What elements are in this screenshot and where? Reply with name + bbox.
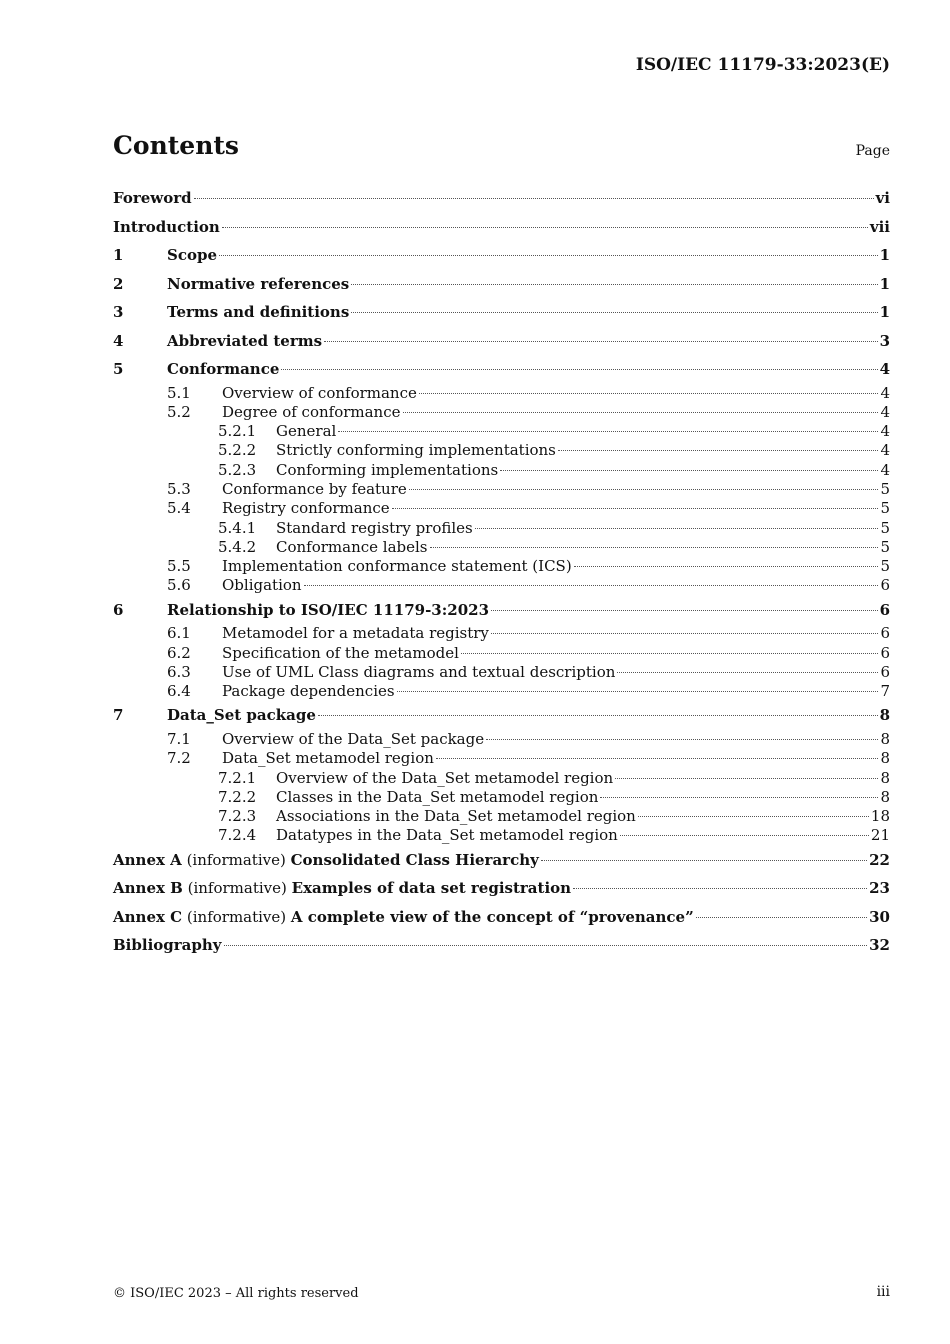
toc-entry-page: 6 <box>880 643 890 662</box>
toc-entry-page: 6 <box>880 662 890 681</box>
toc-entry[interactable] <box>113 461 890 480</box>
toc-entry-title: Conforming implementations <box>276 460 499 479</box>
toc-entry-title: Foreword <box>113 189 192 207</box>
toc-entry-page: 4 <box>880 402 890 421</box>
toc-entry-number: 6 <box>113 600 124 619</box>
dot-leader <box>558 450 879 451</box>
annex-title: Consolidated Class Hierarchy <box>290 850 539 869</box>
toc-entry-number: 5.1 <box>167 383 191 402</box>
toc-entry-title: Implementation conformance statement (ICS) <box>222 557 572 576</box>
toc-entry-number: 5.4.2 <box>218 537 257 556</box>
toc-entry-title: Overview of the Data_Set package <box>222 729 485 748</box>
toc-entry-title <box>113 874 571 903</box>
toc-entry[interactable] <box>113 184 890 213</box>
toc-entry-page: 5 <box>880 479 890 498</box>
dot-leader <box>351 284 877 285</box>
toc-entry-page: 1 <box>879 274 890 293</box>
toc-entry-title: Data_Set metamodel region <box>222 749 434 768</box>
toc-entry-title: Classes in the Data_Set metamodel region <box>276 787 599 806</box>
annex-label: Annex B <box>113 879 183 898</box>
toc-entry-page: 1 <box>879 246 890 264</box>
toc-entry[interactable] <box>113 730 890 749</box>
toc-entry-page: 8 <box>880 787 890 806</box>
toc-entry-title: Datatypes in the Data_Set metamodel region <box>276 826 618 845</box>
toc-entry-number: 7 <box>113 706 124 725</box>
dot-leader <box>600 797 878 798</box>
toc-entry-number: 6.1 <box>167 624 191 643</box>
toc-entry-number: 4 <box>113 331 124 350</box>
toc-entry-title: Metamodel for a metadata registry <box>222 624 489 643</box>
toc-entry-page: 8 <box>879 706 890 725</box>
toc-entry-page: 6 <box>880 624 890 643</box>
toc-entry-page: 4 <box>880 460 890 479</box>
toc-entry-title: Conformance by feature <box>222 479 407 498</box>
dot-leader <box>409 489 879 490</box>
toc-entry-number: 5.6 <box>167 576 191 595</box>
toc-entry[interactable] <box>113 644 890 663</box>
toc-entry-number: 2 <box>113 274 124 293</box>
toc-entry[interactable] <box>113 403 890 422</box>
toc-entry-title: Scope <box>167 246 218 264</box>
dot-leader <box>475 528 879 529</box>
toc-entry-page: 5 <box>880 537 890 556</box>
toc-entry-title: Terms and definitions <box>167 303 350 321</box>
toc-entry-title: Associations in the Data_Set metamodel region <box>276 807 636 826</box>
dot-leader <box>419 393 879 394</box>
toc-entry-number: 7.2 <box>167 749 191 768</box>
toc-entry[interactable] <box>113 576 890 595</box>
toc-entry-page: 30 <box>869 907 890 926</box>
toc-entry-title: Strictly conforming implementations <box>276 441 556 460</box>
annex-qualifier: (informative) <box>182 879 292 898</box>
toc-entry[interactable] <box>113 441 890 460</box>
toc-entry-number: 6.2 <box>167 643 191 662</box>
dot-leader <box>224 945 868 946</box>
toc-entry-number: 5.5 <box>167 557 191 576</box>
annex-label: Annex C <box>113 907 183 926</box>
toc-entry-number: 5.2.1 <box>218 422 257 441</box>
annex-title: Examples of data set registration <box>291 879 572 898</box>
toc-entry-number: 3 <box>113 303 124 321</box>
toc-entry[interactable] <box>113 846 890 875</box>
toc-entry[interactable] <box>113 826 890 845</box>
toc-entry[interactable] <box>113 384 890 403</box>
toc-entry-number: 7.2.4 <box>218 826 257 845</box>
toc-entry-number: 7.1 <box>167 729 191 748</box>
dot-leader <box>574 566 879 567</box>
dot-leader <box>324 341 877 342</box>
dot-leader <box>461 653 879 654</box>
toc-entry-number: 5.2 <box>167 402 191 421</box>
toc-entry-title: Introduction <box>113 217 220 236</box>
dot-leader <box>219 255 878 256</box>
toc-entry-title: Package dependencies <box>222 682 395 701</box>
dot-leader <box>486 739 878 740</box>
toc-entry[interactable] <box>113 663 890 682</box>
dot-leader <box>392 508 879 509</box>
annex-qualifier: (informative) <box>182 907 291 926</box>
toc-entry-page: 21 <box>870 826 890 845</box>
toc-entry-title: Use of UML Class diagrams and textual description <box>222 662 616 681</box>
dot-leader <box>615 778 878 779</box>
dot-leader <box>338 431 878 432</box>
page-column-label: Page <box>855 143 890 159</box>
toc-entry-number: 5.4.1 <box>218 518 257 537</box>
toc-entry-page: 8 <box>880 729 890 748</box>
toc-entry-page: 5 <box>880 557 890 576</box>
toc-entry-page: 18 <box>870 807 890 826</box>
copyright-notice: © ISO/IEC 2023 – All rights reserved <box>113 1286 359 1301</box>
toc-entry-number: 7.2.1 <box>218 768 257 787</box>
document-identifier: ISO/IEC 11179-33:2023(E) <box>635 55 890 75</box>
table-of-contents <box>113 184 890 960</box>
dot-leader <box>491 633 879 634</box>
toc-entry-page: 5 <box>880 518 890 537</box>
toc-entry-title: Normative references <box>167 274 350 293</box>
toc-entry-title: Registry conformance <box>222 499 390 518</box>
toc-entry-title: Degree of conformance <box>222 402 401 421</box>
toc-entry-page: 8 <box>880 749 890 768</box>
toc-entry-page: 4 <box>880 383 890 402</box>
toc-entry[interactable] <box>113 874 890 903</box>
toc-entry-number: 5.2.3 <box>218 460 257 479</box>
toc-entry[interactable] <box>113 298 890 327</box>
dot-leader <box>541 860 867 861</box>
toc-entry-title: Relationship to ISO/IEC 11179-3:2023 <box>167 600 490 619</box>
toc-entry[interactable] <box>113 701 890 730</box>
toc-entry[interactable] <box>113 788 890 807</box>
toc-entry-title: Conformance labels <box>276 537 428 556</box>
dot-leader <box>573 888 867 889</box>
toc-entry[interactable] <box>113 769 890 788</box>
dot-leader <box>696 917 867 918</box>
dot-leader <box>194 198 874 199</box>
toc-entry-title <box>113 846 539 875</box>
toc-entry-title: Overview of the Data_Set metamodel region <box>276 768 614 787</box>
toc-entry-title: Conformance <box>167 360 280 378</box>
toc-entry-title: Standard registry profiles <box>276 518 473 537</box>
toc-entry[interactable] <box>113 327 890 356</box>
dot-leader <box>620 835 869 836</box>
toc-entry-title <box>113 903 694 932</box>
toc-entry[interactable] <box>113 624 890 643</box>
contents-title: Contents <box>113 131 240 160</box>
toc-entry-page: 32 <box>869 936 890 955</box>
toc-entry-number: 5.4 <box>167 499 191 518</box>
toc-entry-page: 4 <box>880 422 890 441</box>
toc-entry-title: Overview of conformance <box>222 383 417 402</box>
toc-entry-title: Specification of the metamodel <box>222 643 459 662</box>
toc-entry-title: Bibliography <box>113 936 222 955</box>
toc-entry-page: 6 <box>879 600 890 619</box>
dot-leader <box>281 369 877 370</box>
toc-entry[interactable] <box>113 422 890 441</box>
toc-entry-page: 23 <box>869 879 890 898</box>
toc-entry[interactable] <box>113 807 890 826</box>
toc-entry-page: vi <box>875 189 890 207</box>
toc-entry-page: vii <box>869 217 890 236</box>
annex-qualifier: (informative) <box>181 850 291 869</box>
toc-entry-title: Data_Set package <box>167 706 316 725</box>
toc-entry-page: 4 <box>879 360 890 378</box>
toc-entry[interactable] <box>113 519 890 538</box>
toc-entry[interactable] <box>113 355 890 384</box>
toc-entry-page: 5 <box>880 499 890 518</box>
toc-entry-number: 6.4 <box>167 682 191 701</box>
toc-entry[interactable] <box>113 903 890 932</box>
annex-title: A complete view of the concept of “provenance” <box>290 907 694 926</box>
toc-entry[interactable] <box>113 682 890 701</box>
toc-entry[interactable] <box>113 499 890 518</box>
toc-entry-title: Abbreviated terms <box>167 331 323 350</box>
toc-entry[interactable] <box>113 931 890 960</box>
toc-entry-page: 7 <box>880 682 890 701</box>
toc-entry[interactable] <box>113 557 890 576</box>
toc-entry[interactable] <box>113 480 890 499</box>
toc-entry-title: Obligation <box>222 576 302 595</box>
toc-entry-page: 6 <box>880 576 890 595</box>
toc-entry-number: 7.2.3 <box>218 807 257 826</box>
toc-entry-page: 22 <box>869 850 890 869</box>
annex-label: Annex A <box>113 850 182 869</box>
toc-entry[interactable] <box>113 749 890 768</box>
toc-entry-page: 4 <box>880 441 890 460</box>
dot-leader <box>638 816 869 817</box>
toc-entry[interactable] <box>113 241 890 270</box>
toc-entry-number: 5.3 <box>167 479 191 498</box>
toc-entry[interactable] <box>113 596 890 625</box>
toc-entry-number: 5 <box>113 360 124 378</box>
dot-leader <box>430 547 879 548</box>
dot-leader <box>403 412 879 413</box>
dot-leader <box>318 715 878 716</box>
dot-leader <box>500 470 878 471</box>
toc-entry-page: 3 <box>879 331 890 350</box>
dot-leader <box>351 312 877 313</box>
toc-entry-number: 5.2.2 <box>218 441 257 460</box>
dot-leader <box>304 585 879 586</box>
dot-leader <box>436 758 879 759</box>
toc-entry-number: 7.2.2 <box>218 787 257 806</box>
toc-entry[interactable] <box>113 270 890 299</box>
toc-entry[interactable] <box>113 213 890 242</box>
dot-leader <box>617 672 878 673</box>
toc-entry-page: 8 <box>880 768 890 787</box>
page-number: iii <box>876 1284 890 1300</box>
toc-entry-page: 1 <box>879 303 890 321</box>
toc-entry-title: General <box>276 422 337 441</box>
dot-leader <box>397 691 879 692</box>
dot-leader <box>222 227 868 228</box>
toc-entry-number: 1 <box>113 246 124 264</box>
dot-leader <box>491 610 878 611</box>
toc-entry-number: 6.3 <box>167 662 191 681</box>
toc-entry[interactable] <box>113 538 890 557</box>
